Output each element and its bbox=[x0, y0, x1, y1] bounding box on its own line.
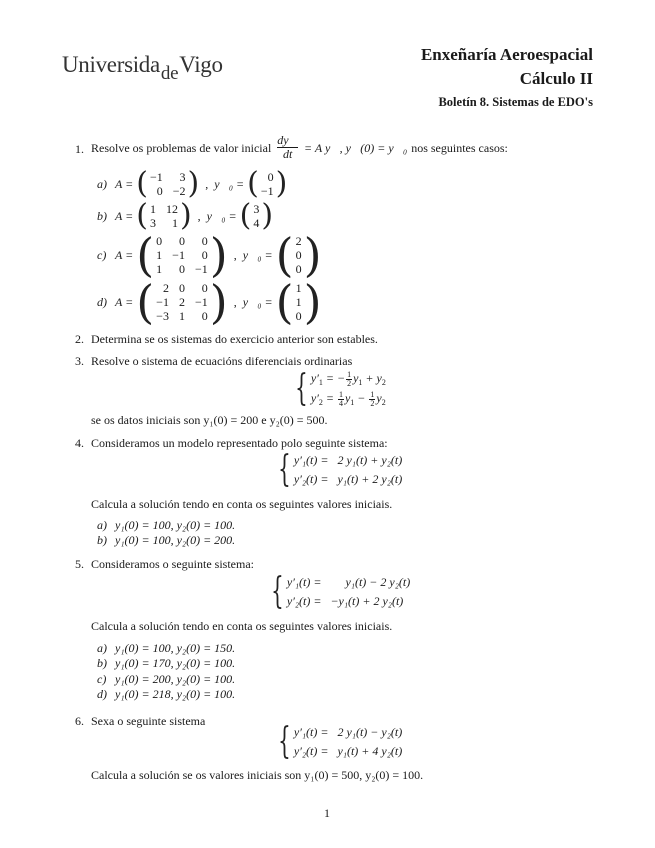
vector-y0-a: ( 0 −1 ) bbox=[247, 166, 288, 201]
exercise-4b: b) y₁(0) = 100, y₂(0) = 200. bbox=[97, 533, 236, 547]
exercise-1-number: 1. bbox=[75, 142, 84, 156]
exercise-2-statement: Determina se os sistemas do exercicio anterior son estables. bbox=[91, 332, 378, 346]
equation-2: y′₂(t) = y₁(t) + 4 y₂(t) bbox=[293, 744, 403, 758]
equation-2: $y'_2$ = $\frac{1}{4}$ $y_1$ − $\frac{1}{2}$ $y_2$ bbox=[310, 389, 386, 408]
university-logo: Universida$_{de}$Vigo bbox=[62, 52, 223, 84]
left-brace: { bbox=[295, 368, 308, 409]
exercise-4-instruction: Calcula a solución tendo en conta os seguintes valores iniciais. bbox=[91, 497, 393, 511]
exercise-5-instruction: Calcula a solución tendo en conta os seguintes valores iniciais. bbox=[91, 619, 393, 633]
exercise-1-statement: Resolve os problemas de valor inicial $\frac{dy⃗}{dt}$ = A y⃗, y⃗(0) = y⃗₀ nos seguintes casos: bbox=[91, 133, 508, 161]
equation-1: $y'_1$ = − $\frac{1}{2}$ $y_1 + y_2$ bbox=[310, 369, 386, 388]
exercise-1d: d) A = ( 2 0 0 −1 2 −1 −3 1 0 ) , y⃗₀ = ( 1 1 0 ) bbox=[97, 275, 322, 329]
course-title: Cálculo II bbox=[519, 69, 593, 88]
left-brace: { bbox=[278, 449, 291, 490]
exercise-5d: d) y₁(0) = 218, y₂(0) = 100. bbox=[97, 687, 236, 701]
vector-y0-c: ( 2 0 0 ) bbox=[275, 228, 322, 282]
equation-1: y′₁(t) = 2 y₁(t) + y₂(t) bbox=[293, 453, 403, 467]
exercise-6-system bbox=[273, 723, 402, 761]
exercise-1b: b) A = ( 1 12 3 1 ) , y⃗₀ = ( 3 4 ) bbox=[97, 198, 274, 233]
matrix-a: ( −1 3 0 −2 ) bbox=[136, 166, 200, 201]
exercise-6-instruction: Calcula a solución se os valores iniciais son y₁(0) = 500, y₂(0) = 100. bbox=[91, 768, 424, 782]
exercise-1c: c) A = ( 0 0 0 1 −1 0 1 0 −1 ) , y⃗₀ = ( 2 0 0 ) bbox=[97, 228, 322, 282]
matrix-c: ( 0 0 0 1 −1 0 1 0 −1 ) bbox=[136, 228, 228, 282]
exercise-1a: a) A = ( −1 3 0 −2 ) , y⃗₀ = ( 0 −1 ) bbox=[97, 166, 288, 201]
left-brace: { bbox=[278, 721, 291, 762]
sheet-title: Boletín 8. Sistemas de EDO's bbox=[438, 95, 593, 109]
exercise-5b: b) y₁(0) = 170, y₂(0) = 100. bbox=[97, 656, 236, 670]
equation-1: y′₁(t) = y₁(t) − 2 y₂(t) bbox=[286, 575, 411, 589]
degree-title: Enxeñaría Aeroespacial bbox=[420, 45, 593, 64]
left-brace: { bbox=[271, 571, 284, 612]
exercise-4a: a) y₁(0) = 100, y₂(0) = 100. bbox=[97, 518, 236, 532]
page-number: 1 bbox=[324, 806, 330, 820]
exercise-4-statement: Consideramos un modelo representado polo seguinte sistema: bbox=[91, 436, 388, 450]
equation-1: y′₁(t) = 2 y₁(t) − y₂(t) bbox=[293, 725, 403, 739]
exercise-3-initial-data: se os datos iniciais son y₁(0) = 200 e y₂(0) = 500. bbox=[91, 413, 328, 427]
exercise-5-system bbox=[266, 573, 410, 611]
exercise-5a: a) y₁(0) = 100, y₂(0) = 150. bbox=[97, 641, 236, 655]
equation-2: y′₂(t) = −y₁(t) + 2 y₂(t) bbox=[286, 594, 404, 608]
exercise-6-number: 6. bbox=[75, 714, 84, 728]
equation-2: y′₂(t) = y₁(t) + 2 y₂(t) bbox=[293, 472, 403, 486]
matrix-d: ( 2 0 0 −1 2 −1 −3 1 0 ) bbox=[136, 275, 228, 329]
exercise-5-statement: Consideramos o seguinte sistema: bbox=[91, 557, 254, 571]
exercise-3-system bbox=[290, 369, 386, 409]
exercise-5-number: 5. bbox=[75, 557, 84, 571]
exercise-3-statement: Resolve o sistema de ecuacións diferenciais ordinarias bbox=[91, 354, 353, 368]
derivative-fraction: $\frac{dy⃗}{dt}$ bbox=[277, 133, 298, 161]
exercise-5c: c) y₁(0) = 200, y₂(0) = 100. bbox=[97, 672, 236, 686]
exercise-6-statement: Sexa o seguinte sistema bbox=[91, 714, 206, 728]
exercise-2-number: 2. bbox=[75, 332, 84, 346]
matrix-b: ( 1 12 3 1 ) bbox=[136, 198, 192, 233]
vector-y0-b: ( 3 4 ) bbox=[239, 198, 274, 233]
exercise-3-number: 3. bbox=[75, 354, 84, 368]
exercise-4-system bbox=[273, 451, 402, 489]
exercise-4-number: 4. bbox=[75, 436, 84, 450]
vector-y0-d: ( 1 1 0 ) bbox=[275, 275, 322, 329]
